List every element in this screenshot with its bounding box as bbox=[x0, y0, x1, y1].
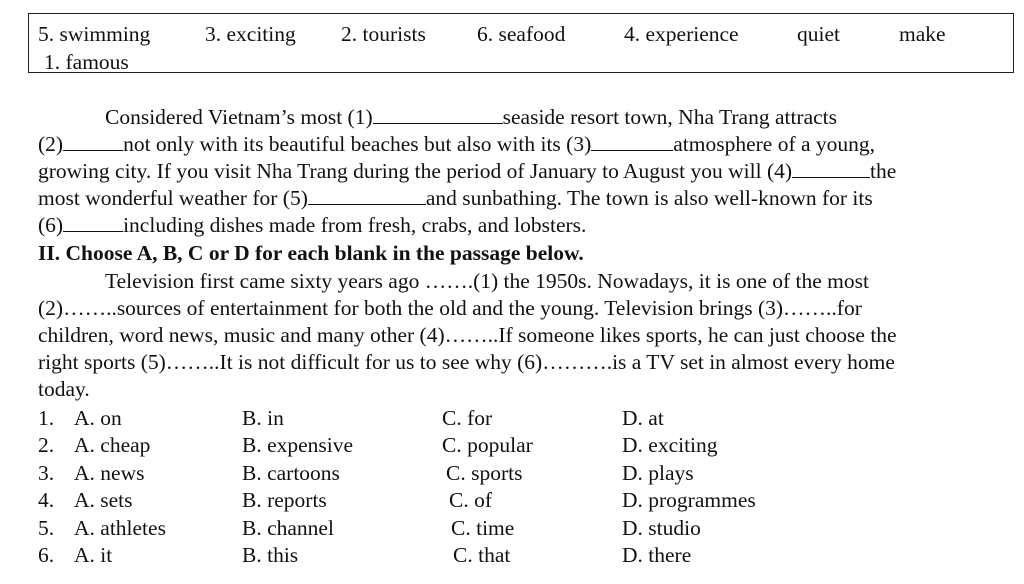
question-number: 6. bbox=[38, 543, 55, 567]
passage2-line: (2)……..sources of entertainment for both the old and the young. Television brings (3)……..for bbox=[38, 296, 862, 320]
answer-option: D. exciting bbox=[622, 433, 718, 458]
question-number: 3. bbox=[38, 460, 55, 485]
blank bbox=[373, 105, 503, 124]
answer-option: A. on bbox=[74, 406, 122, 430]
answer-option: B. channel bbox=[242, 515, 334, 540]
question-number: 1. bbox=[38, 406, 55, 430]
word-bank-item: 1. famous bbox=[44, 50, 129, 74]
answer-option: D. plays bbox=[622, 460, 694, 485]
answer-option: B. reports bbox=[242, 488, 327, 513]
answer-option: A. cheap bbox=[74, 433, 151, 458]
passage1-line: (6) including dishes made from fresh, crabs, and lobsters. bbox=[38, 213, 587, 237]
answer-option: C. sports bbox=[446, 460, 523, 485]
answer-option: D. at bbox=[622, 406, 664, 430]
answer-option: A. news bbox=[74, 460, 145, 485]
passage1-line: most wonderful weather for (5) and sunbathing. The town is also well-known for its bbox=[38, 186, 873, 210]
blank bbox=[63, 213, 123, 232]
passage2-line: right sports (5)……..It is not difficult for us to see why (6)……….is a TV set in almost every home bbox=[38, 350, 895, 374]
answer-option: A. athletes bbox=[74, 515, 166, 540]
word-bank-item: 6. seafood bbox=[477, 22, 566, 46]
word-bank-item: 3. exciting bbox=[205, 22, 296, 46]
answer-option: D. programmes bbox=[622, 488, 756, 513]
passage1-line: Considered Vietnam’s most (1) seaside resort town, Nha Trang attracts bbox=[105, 105, 838, 129]
section-heading: II. Choose A, B, C or D for each blank in the passage below. bbox=[38, 241, 584, 265]
answer-option: A. it bbox=[74, 543, 113, 567]
passage1-line: growing city. If you visit Nha Trang during the period of January to August you will (4) the bbox=[38, 159, 897, 183]
question-number: 2. bbox=[38, 433, 55, 458]
word-bank-item: 5. swimming bbox=[38, 22, 151, 46]
passage2-line: children, word news, music and many other (4)……..If someone likes sports, he can just choose the bbox=[38, 323, 897, 347]
word-bank-item: make bbox=[899, 22, 946, 46]
question-number: 5. bbox=[38, 515, 55, 540]
passage1-line: (2) not only with its beautiful beaches but also with its (3) atmosphere of a young, bbox=[38, 132, 876, 156]
passage2-line: today. bbox=[38, 377, 90, 401]
answer-option: B. in bbox=[242, 406, 284, 430]
answer-option: B. expensive bbox=[242, 433, 354, 458]
word-bank-item: 4. experience bbox=[624, 22, 739, 46]
answer-option: D. studio bbox=[622, 515, 701, 540]
answer-option: C. for bbox=[442, 406, 493, 430]
answer-option: C. of bbox=[449, 488, 492, 513]
word-bank-item: quiet bbox=[797, 22, 840, 46]
answer-option: C. that bbox=[453, 543, 511, 567]
blank bbox=[792, 159, 870, 178]
word-bank-item: 2. tourists bbox=[341, 22, 426, 46]
answer-option: C. popular bbox=[442, 433, 533, 458]
answer-option: C. time bbox=[451, 515, 515, 540]
passage2-line: Television first came sixty years ago …….(1) the 1950s. Nowadays, it is one of the most bbox=[105, 269, 869, 293]
blank bbox=[308, 186, 426, 205]
answer-option: A. sets bbox=[74, 488, 133, 513]
answer-option: D. there bbox=[622, 543, 692, 567]
question-number: 4. bbox=[38, 488, 55, 513]
blank bbox=[63, 132, 123, 151]
answer-option: B. cartoons bbox=[242, 460, 340, 485]
blank bbox=[591, 132, 673, 151]
answer-option: B. this bbox=[242, 543, 299, 567]
